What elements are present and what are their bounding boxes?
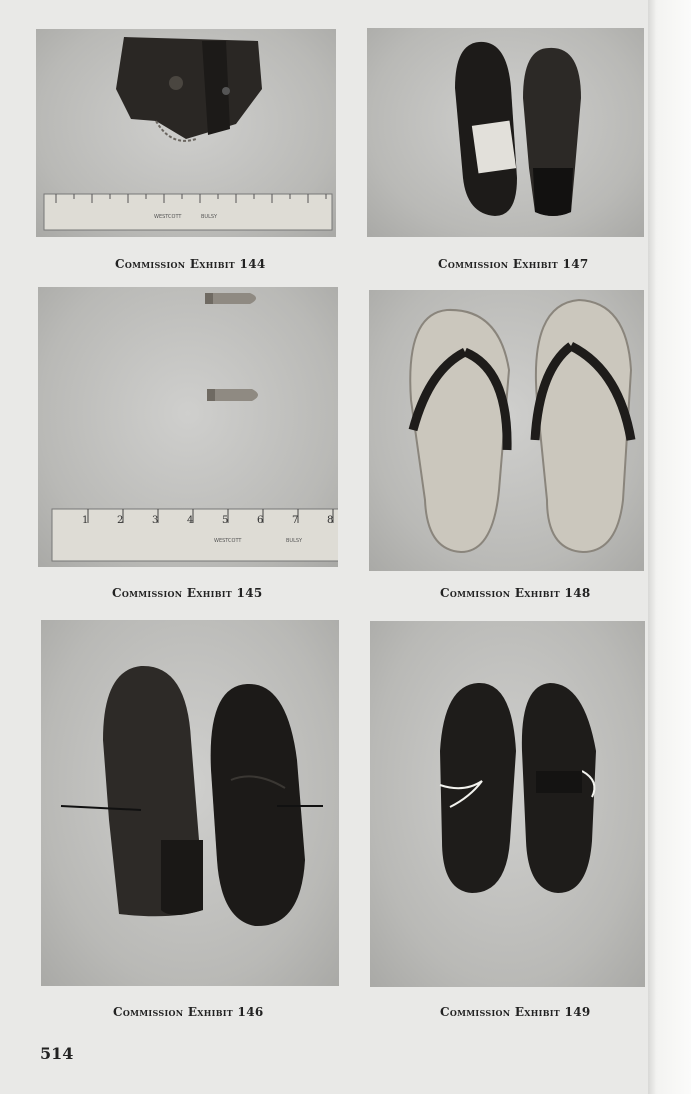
exhibit-147-photo (367, 28, 644, 237)
exhibit-144-photo (36, 29, 336, 237)
ruler-tick-7: 7 (292, 515, 299, 526)
ruler-brand-label: WESTCOTT (214, 538, 242, 544)
exhibit-145-caption: Commission Exhibit 145 (112, 586, 263, 600)
ruler-tick-8: 8 (327, 515, 334, 526)
ruler-tick-1: 1 (82, 515, 89, 526)
page-edge (648, 0, 691, 1094)
exhibit-147-caption: Commission Exhibit 147 (438, 257, 589, 271)
exhibit-146-photo (41, 620, 339, 986)
ruler-maker-label: BULSY (286, 538, 303, 544)
ruler-tick-2: 2 (117, 515, 124, 526)
exhibit-144-caption: Commission Exhibit 144 (115, 257, 266, 271)
ruler-brand-label: WESTCOTT (154, 214, 182, 220)
cartridges-image (38, 287, 338, 567)
exhibit-148-photo (369, 290, 644, 571)
page-number: 514 (40, 1044, 74, 1063)
ruler-tick-4: 4 (187, 515, 194, 526)
exhibit-149-caption: Commission Exhibit 149 (440, 1005, 591, 1019)
sandals-image (369, 290, 644, 571)
worn-shoes-image (41, 620, 339, 986)
exhibit-145-photo (38, 287, 338, 567)
tied-loafers-image (370, 621, 645, 987)
ruler-maker-label: BULSY (201, 214, 218, 220)
ruler-tick-6: 6 (257, 515, 264, 526)
exhibit-149-photo (370, 621, 645, 987)
holster-image (36, 29, 336, 237)
ruler-tick-3: 3 (152, 515, 159, 526)
exhibit-146-caption: Commission Exhibit 146 (113, 1005, 264, 1019)
ruler-tick-5: 5 (222, 515, 229, 526)
exhibit-148-caption: Commission Exhibit 148 (440, 586, 591, 600)
loafers-image (367, 28, 644, 237)
